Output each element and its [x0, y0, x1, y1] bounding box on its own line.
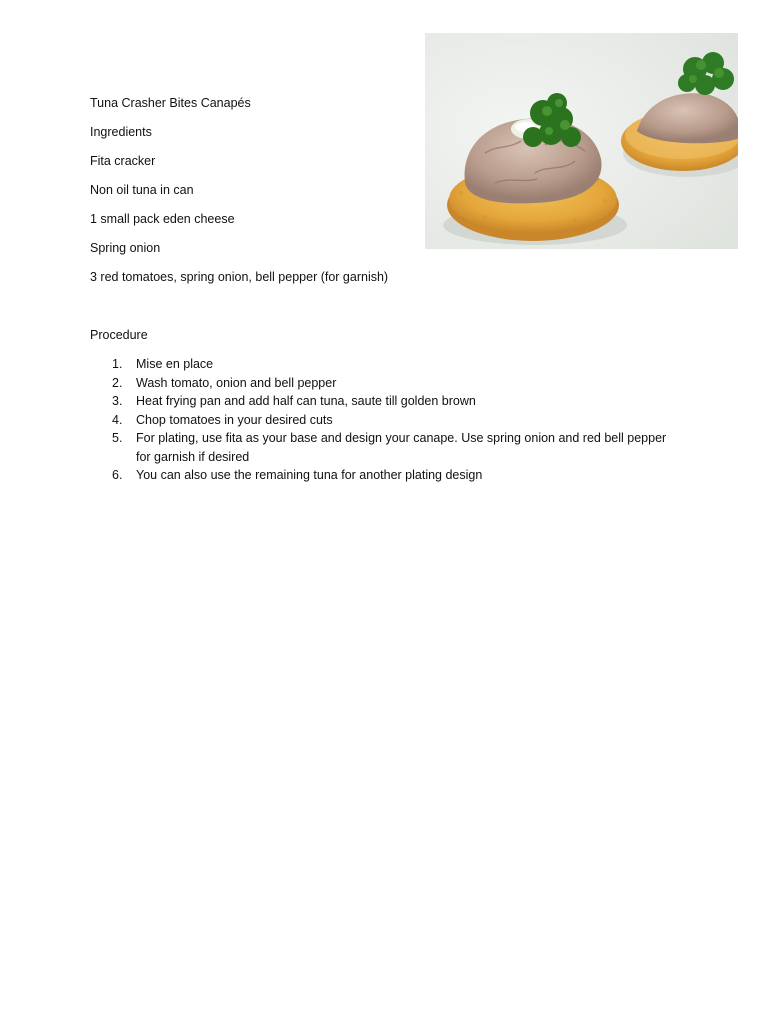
- ingredient-item: Fita cracker: [90, 154, 156, 168]
- procedure-step: [90, 374, 700, 393]
- ingredient-item: Spring onion: [90, 241, 161, 255]
- ingredients-section: [90, 123, 700, 286]
- procedure-step: [90, 429, 700, 466]
- ingredient-item: 3 red tomatoes, spring onion, bell pepper (for garnish): [90, 270, 389, 284]
- step-text: For plating, use fita as your base and design your canape. Use spring onion and red bell pepper for garnish if desired: [136, 431, 667, 464]
- procedure-heading: Procedure: [90, 328, 148, 342]
- step-number: 1.: [112, 357, 123, 371]
- procedure-step: [90, 411, 700, 430]
- recipe-text: [90, 94, 700, 485]
- step-number: 3.: [112, 394, 123, 408]
- procedure-step: [90, 466, 700, 485]
- ingredient-item: 1 small pack eden cheese: [90, 212, 235, 226]
- step-text: You can also use the remaining tuna for another plating design: [136, 468, 483, 482]
- ingredient-item: Non oil tuna in can: [90, 183, 194, 197]
- step-text: Mise en place: [136, 357, 214, 371]
- step-text: Chop tomatoes in your desired cuts: [136, 412, 333, 427]
- step-number: 5.: [112, 431, 123, 445]
- step-number: 2.: [112, 375, 123, 390]
- ingredients-heading: Ingredients: [90, 125, 152, 139]
- procedure-step: [90, 392, 700, 411]
- recipe-title: Tuna Crasher Bites Canapés: [90, 96, 251, 110]
- step-text: Wash tomato, onion and bell pepper: [136, 375, 337, 390]
- procedure-steps: [90, 355, 700, 485]
- step-number: 4.: [112, 412, 123, 427]
- step-text: Heat frying pan and add half can tuna, saute till golden brown: [136, 394, 476, 408]
- procedure-step: [90, 355, 700, 374]
- step-number: 6.: [112, 468, 123, 482]
